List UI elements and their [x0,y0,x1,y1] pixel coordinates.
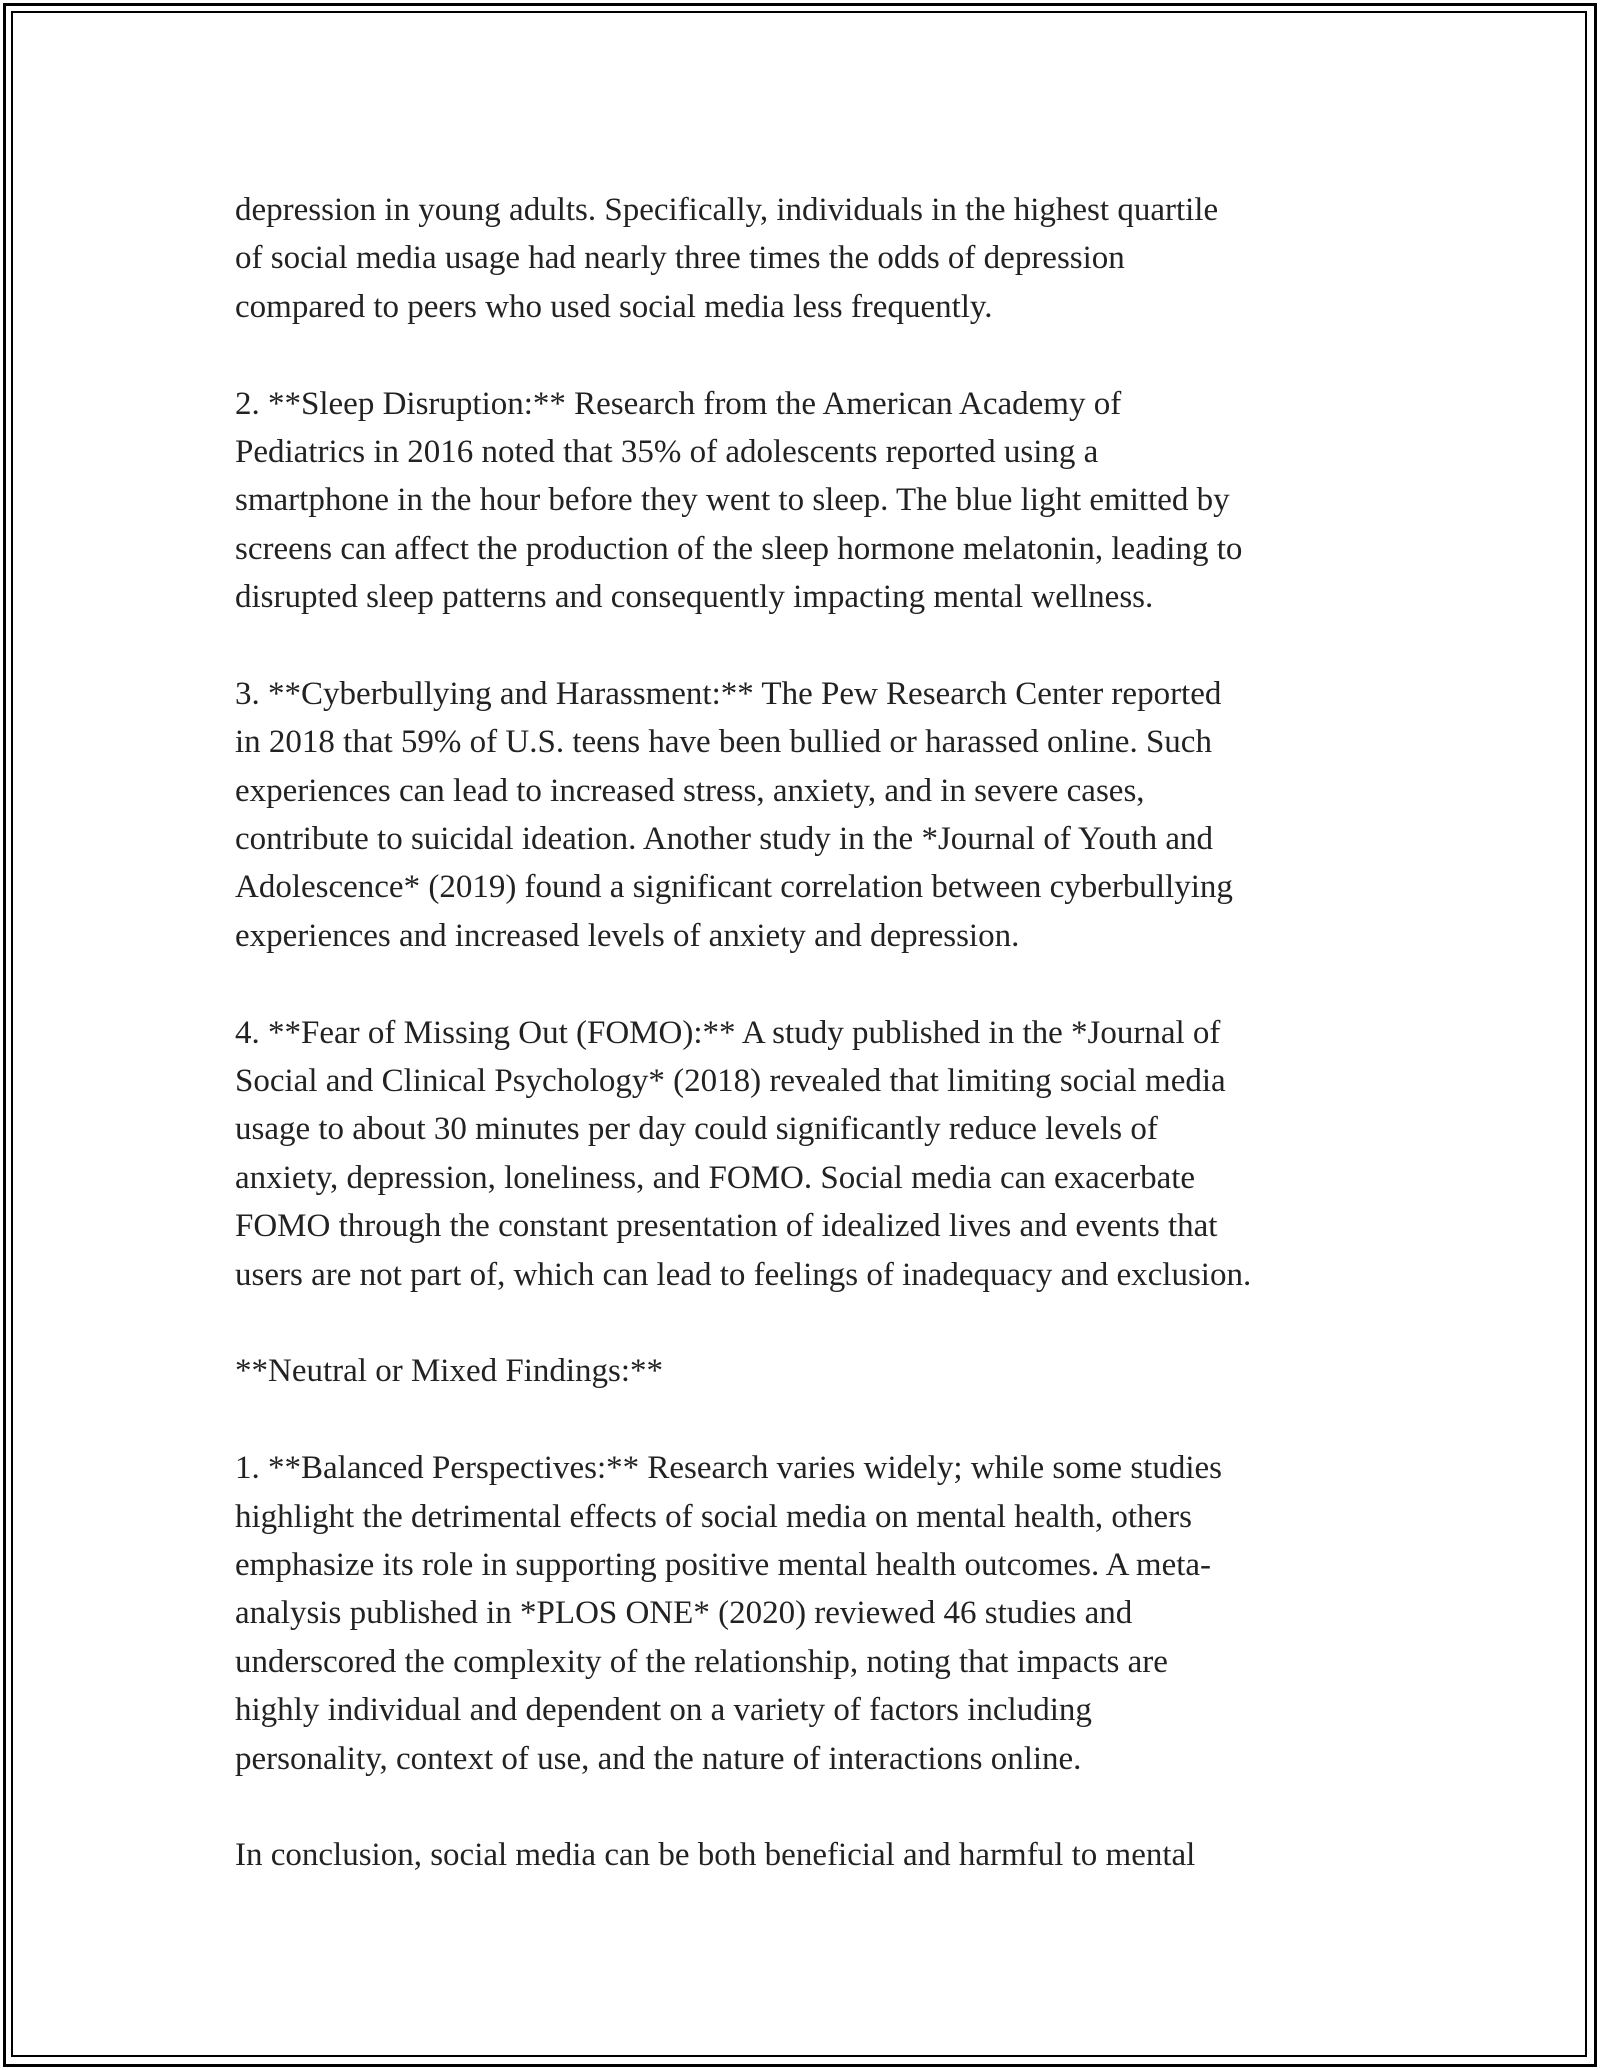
text-line: In conclusion, social media can be both beneficial and harmful to mental [235,1837,1196,1874]
paragraph-spacer [235,960,1415,1008]
text-line: FOMO through the constant presentation of idealized lives and events that [235,1208,1218,1245]
text-line: disrupted sleep patterns and consequently impacting mental wellness. [235,579,1154,616]
text-line: 1. **Balanced Perspectives:** Research varies widely; while some studies [235,1450,1222,1487]
text-line: experiences and increased levels of anxiety and depression. [235,917,1020,954]
document-body [235,186,1415,1880]
text-line: in 2018 that 59% of U.S. teens have been bullied or harassed online. Such [235,724,1212,761]
text-line: emphasize its role in supporting positive mental health outcomes. A meta- [235,1546,1212,1583]
paragraph-balanced-perspectives [235,1444,1415,1783]
paragraph-spacer [235,331,1415,379]
paragraph-spacer [235,1396,1415,1444]
text-line: screens can affect the production of the sleep hormone melatonin, leading to [235,530,1243,567]
text-line: Social and Clinical Psychology* (2018) revealed that limiting social media [235,1063,1226,1100]
paragraph-fomo [235,1009,1415,1299]
paragraph-spacer [235,1783,1415,1831]
paragraph-cyberbullying [235,670,1415,960]
text-line: smartphone in the hour before they went to sleep. The blue light emitted by [235,482,1230,519]
paragraph-depression-continuation [235,186,1415,331]
text-line: experiences can lead to increased stress, anxiety, and in severe cases, [235,772,1145,809]
text-line: **Neutral or Mixed Findings:** [235,1353,664,1390]
text-line: users are not part of, which can lead to feelings of inadequacy and exclusion. [235,1256,1252,1293]
paragraph-sleep-disruption [235,380,1415,622]
text-line: personality, context of use, and the nature of interactions online. [235,1740,1082,1777]
text-line: Adolescence* (2019) found a significant correlation between cyberbullying [235,869,1233,906]
text-line: 3. **Cyberbullying and Harassment:** The Pew Research Center reported [235,675,1222,712]
paragraph-conclusion [235,1831,1415,1879]
section-heading-neutral-findings [235,1347,1415,1395]
text-line: usage to about 30 minutes per day could significantly reduce levels of [235,1111,1158,1148]
text-line: 2. **Sleep Disruption:** Research from the American Academy of [235,385,1122,422]
text-line: highlight the detrimental effects of social media on mental health, others [235,1498,1193,1535]
text-line: of social media usage had nearly three times the odds of depression [235,240,1125,277]
text-line: depression in young adults. Specifically, individuals in the highest quartile [235,192,1219,228]
text-line: anxiety, depression, loneliness, and FOMO. Social media can exacerbate [235,1159,1196,1196]
text-line: Pediatrics in 2016 noted that 35% of adolescents reported using a [235,433,1099,470]
paragraph-spacer [235,622,1415,670]
text-line: analysis published in *PLOS ONE* (2020) reviewed 46 studies and [235,1595,1133,1632]
text-line: 4. **Fear of Missing Out (FOMO):** A study published in the *Journal of [235,1014,1221,1051]
paragraph-spacer [235,1299,1415,1347]
text-line: compared to peers who used social media less frequently. [235,288,993,325]
text-line: underscored the complexity of the relationship, noting that impacts are [235,1643,1168,1680]
text-line: highly individual and dependent on a variety of factors including [235,1692,1092,1729]
text-line: contribute to suicidal ideation. Another study in the *Journal of Youth and [235,821,1213,858]
